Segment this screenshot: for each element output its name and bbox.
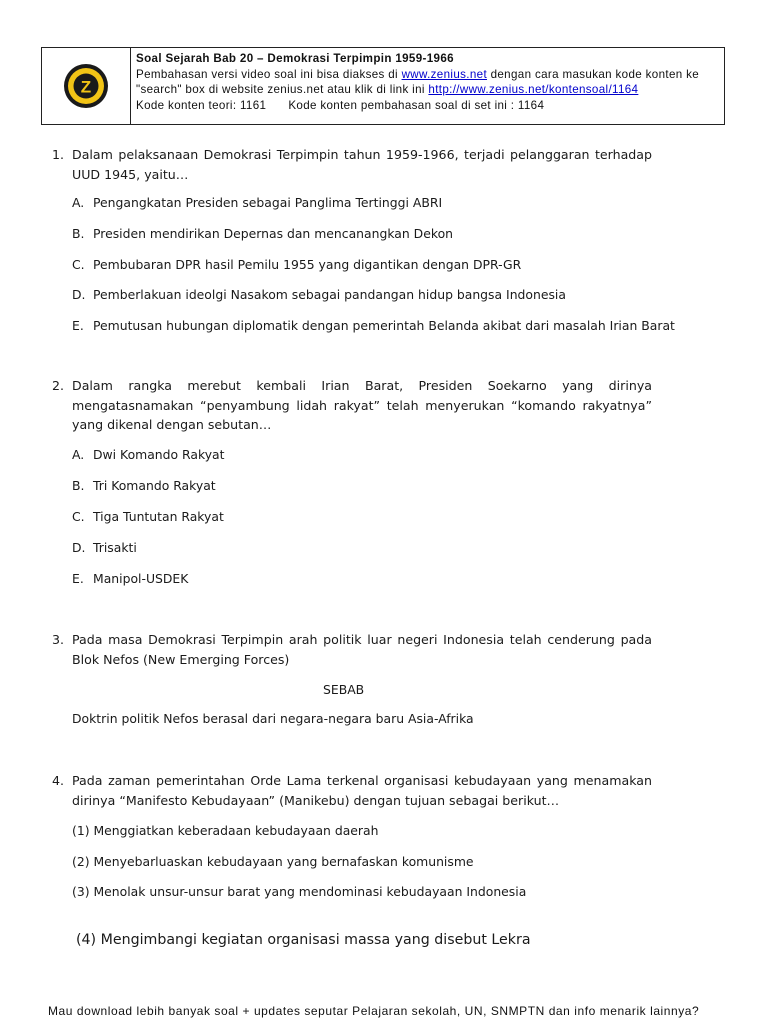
option-label: E.	[72, 318, 84, 333]
q1-option-b	[72, 225, 453, 242]
q4-item-1: (1) Menggiatkan keberadaan kebudayaan daerah	[72, 823, 379, 838]
question-number: 2.	[52, 378, 65, 393]
zenius-site-link[interactable]: www.zenius.net	[401, 67, 488, 81]
q1-option-e	[72, 317, 675, 334]
option-label: E.	[72, 571, 84, 586]
doc-title: Soal Sejarah Bab 20 – Demokrasi Terpimpin 1959-1966	[136, 52, 454, 65]
question-number: 4.	[52, 773, 65, 788]
q3-reason: Doktrin politik Nefos berasal dari negara-negara baru Asia-Afrika	[72, 711, 474, 726]
q4-item-4: (4) Mengimbangi kegiatan organisasi massa yang disebut Lekra	[76, 932, 531, 948]
question-stem: Pada zaman pemerintahan Orde Lama terkenal organisasi kebudayaan yang menamakan dirinya “Manifesto Kebudayaan” (Manikebu) dengan tujuan sebagai berikut…	[72, 773, 652, 808]
q2-option-b	[72, 477, 216, 494]
option-text: Manipol-USDEK	[93, 571, 189, 586]
option-label: C.	[72, 257, 85, 272]
question-4	[52, 771, 652, 810]
option-text: Pengangkatan Presiden sebagai Panglima Tertinggi ABRI	[93, 195, 443, 210]
header-line-3	[136, 82, 699, 98]
q2-option-a	[72, 446, 225, 463]
question-3	[52, 630, 652, 669]
option-label: A.	[72, 195, 85, 210]
q2-option-d	[72, 539, 137, 556]
option-label: A.	[72, 447, 85, 462]
option-text: Trisakti	[93, 540, 137, 555]
question-number: 1.	[52, 147, 65, 162]
option-label: B.	[72, 226, 85, 241]
kode-pembahasan: Kode konten pembahasan soal di set ini : 1164	[288, 98, 545, 112]
header-box	[41, 47, 725, 125]
q4-item-2: (2) Menyebarluaskan kebudayaan yang bernafaskan komunisme	[72, 854, 474, 869]
option-label: C.	[72, 509, 85, 524]
question-2	[52, 376, 652, 435]
question-stem: Dalam rangka merebut kembali Irian Barat, Presiden Soekarno yang dirinya mengatasnamakan “penyambung lidah rakyat” telah menyerukan “komando rakyatnya” yang dikenal dengan sebutan…	[72, 378, 652, 432]
option-text: Tiga Tuntutan Rakyat	[93, 509, 224, 524]
kontensoal-link[interactable]: http://www.zenius.net/kontensoal/1164	[428, 83, 639, 96]
q2-option-e	[72, 570, 188, 587]
q4-item-3: (3) Menolak unsur-unsur barat yang mendominasi kebudayaan Indonesia	[72, 884, 527, 899]
question-stem: Pada masa Demokrasi Terpimpin arah politik luar negeri Indonesia telah cenderung pada Blok Nefos (New Emerging Forces)	[72, 632, 652, 667]
sebab-label: SEBAB	[323, 682, 365, 697]
option-text: Tri Komando Rakyat	[93, 478, 216, 493]
kode-teori: Kode konten teori: 1161	[136, 98, 267, 112]
header-text: "search" box di website zenius.net atau klik di link ini	[136, 83, 429, 96]
zenius-logo-icon	[60, 60, 112, 112]
option-label: B.	[72, 478, 85, 493]
q1-option-a	[72, 194, 442, 211]
logo-cell	[42, 48, 131, 124]
header-line-4	[136, 98, 699, 114]
footer-text: Mau download lebih banyak soal + updates seputar Pelajaran sekolah, UN, SNMPTN dan info menarik lainnya?	[48, 1004, 700, 1018]
logo-letter: Z	[80, 77, 92, 97]
q1-option-c	[72, 256, 521, 273]
question-number: 3.	[52, 632, 65, 647]
question-stem: Dalam pelaksanaan Demokrasi Terpimpin tahun 1959-1966, terjadi pelanggaran terhadap UUD 1945, yaitu…	[72, 147, 652, 182]
option-label: D.	[72, 540, 86, 555]
header-info	[131, 48, 699, 124]
option-text: Presiden mendirikan Depernas dan mencanangkan Dekon	[93, 226, 454, 241]
question-1	[52, 145, 652, 184]
option-text: Pemberlakuan ideolgi Nasakom sebagai pandangan hidup bangsa Indonesia	[93, 287, 566, 302]
q1-option-d	[72, 286, 566, 303]
option-text: Pemutusan hubungan diplomatik dengan pemerintah Belanda akibat dari masalah Irian Barat	[93, 318, 675, 333]
header-text: Pembahasan versi video soal ini bisa diakses di	[136, 67, 402, 81]
option-label: D.	[72, 287, 86, 302]
option-text: Dwi Komando Rakyat	[93, 447, 225, 462]
header-text: dengan cara masukan kode konten ke	[487, 67, 700, 81]
option-text: Pembubaran DPR hasil Pemilu 1955 yang digantikan dengan DPR-GR	[93, 257, 522, 272]
q2-option-c	[72, 508, 224, 525]
header-line-2	[136, 67, 699, 83]
